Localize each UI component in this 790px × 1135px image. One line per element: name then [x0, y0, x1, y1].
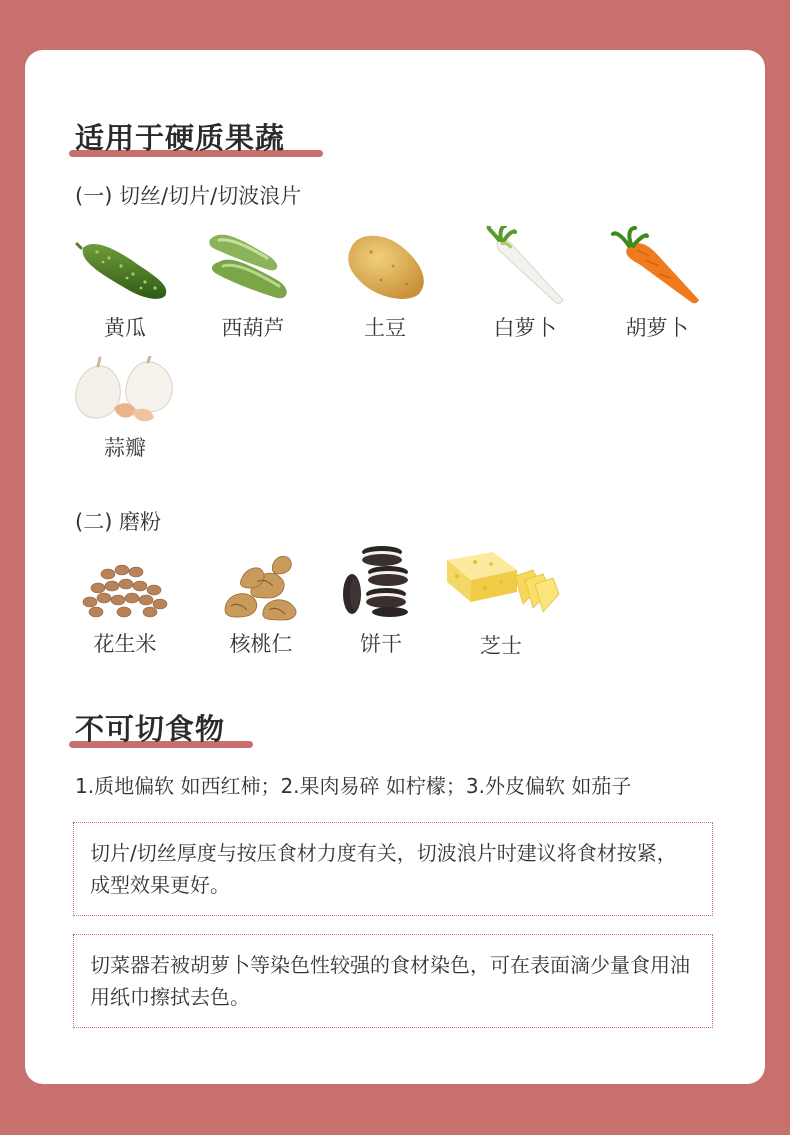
content-card — [25, 50, 765, 1084]
item-label: 蒜瓣 — [104, 436, 146, 460]
garlic-icon — [70, 356, 180, 426]
tip-text: 切片/切丝厚度与按压食材力度有关，切波浪片时建议将食材按紧，成型效果更好。 — [90, 841, 677, 897]
item-label: 土豆 — [364, 316, 406, 340]
item-label: 核桃仁 — [229, 632, 293, 656]
carrot-icon — [607, 226, 707, 306]
cookie-icon — [336, 542, 426, 622]
section-title-not-cuttable: 不可切食物 — [75, 712, 226, 746]
item-label: 花生米 — [93, 632, 157, 656]
cucumber-icon — [75, 226, 175, 306]
section-title-hard-produce: 适用于硬质果蔬 — [75, 121, 286, 155]
item-label: 黄瓜 — [104, 316, 146, 340]
not-cuttable-examples: 1.质地偏软 如西红柿；2.果肉易碎 如柠檬；3.外皮偏软 如茄子 — [75, 774, 632, 798]
produce-item-cheese — [441, 546, 561, 660]
produce-item-peanut — [65, 550, 185, 658]
produce-item-walnut — [201, 550, 321, 658]
potato-icon — [335, 226, 435, 306]
tip-text: 切菜器若被胡萝卜等染色性较强的食材染色，可在表面滴少量食用油用纸巾擦拭去色。 — [90, 953, 690, 1009]
produce-item-white-radish — [465, 226, 585, 342]
peanut-icon — [70, 550, 180, 622]
zucchini-icon — [203, 226, 303, 306]
item-label: 西葫芦 — [221, 316, 285, 340]
walnut-icon — [211, 550, 311, 622]
produce-item-zucchini — [193, 226, 313, 342]
item-label: 芝士 — [480, 634, 522, 658]
item-label: 白萝卜 — [493, 316, 557, 340]
item-label: 饼干 — [360, 632, 402, 656]
tip-box-slicing — [73, 822, 713, 916]
item-label: 胡萝卜 — [625, 316, 689, 340]
produce-item-cookie — [321, 542, 441, 658]
white-radish-icon — [475, 226, 575, 306]
group-label-slicing: (一) 切丝/切片/切波浪片 — [75, 184, 302, 208]
cheese-icon — [441, 546, 561, 624]
produce-item-cucumber — [65, 226, 185, 342]
group-label-grinding: (二) 磨粉 — [75, 510, 162, 534]
produce-item-carrot — [597, 226, 717, 342]
tip-box-stain-removal — [73, 934, 713, 1028]
produce-item-garlic — [65, 356, 185, 462]
produce-item-potato — [325, 226, 445, 342]
